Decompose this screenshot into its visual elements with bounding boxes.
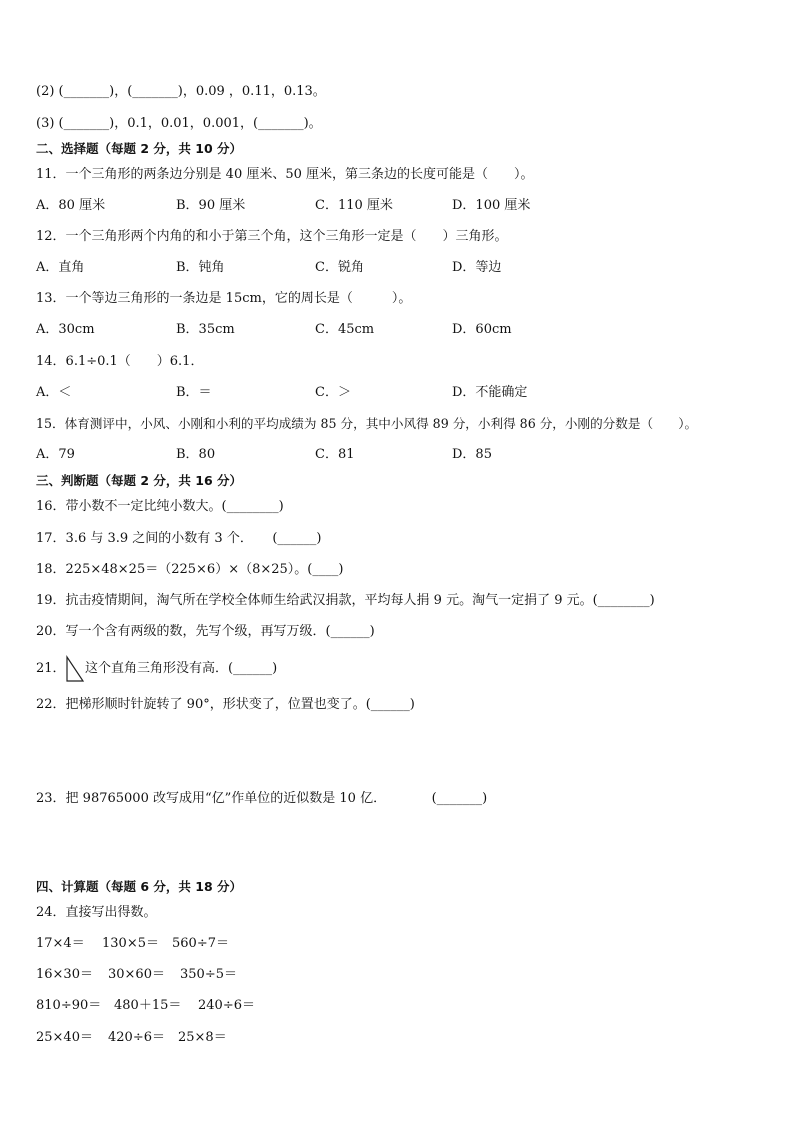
option-a: A．79 — [36, 447, 75, 462]
calc-item: 560÷7＝ — [172, 936, 229, 951]
option-c: C．110 厘米 — [315, 198, 393, 213]
option-b: B．80 — [176, 447, 216, 462]
question-13: 13．一个等边三角形的一条边是 15cm，它的周长是（ ）。 — [36, 291, 412, 306]
question-22: 22．把梯形顺时针旋转了 90°，形状变了，位置也变了。(______) — [36, 697, 415, 712]
option-d: D．85 — [452, 447, 492, 462]
option-c: C．锐角 — [315, 260, 364, 275]
calc-item: 30×60＝ — [108, 967, 165, 982]
calc-item: 25×40＝ — [36, 1030, 93, 1045]
question-21: 21． 这个直角三角形没有高．(______) — [36, 661, 278, 676]
option-c: C．81 — [315, 447, 355, 462]
question-23: 23．把 98765000 改写成用“亿”作单位的近似数是 10 亿． (_______) — [36, 791, 488, 806]
options-15 — [36, 446, 776, 464]
calc-item: 480＋15＝ — [114, 998, 182, 1013]
question-16: 16．带小数不一定比纯小数大。(________) — [36, 499, 284, 514]
option-a: A．80 厘米 — [36, 198, 106, 213]
calc-item: 420÷6＝ — [108, 1030, 165, 1045]
calc-item: 130×5＝ — [102, 936, 159, 951]
question-18: 18．225×48×25＝（225×6）×（8×25）。(____) — [36, 562, 344, 577]
question-17: 17．3.6 与 3.9 之间的小数有 3 个． (______) — [36, 531, 322, 546]
question-24: 24．直接写出得数。 — [36, 905, 157, 920]
calc-item: 17×4＝ — [36, 936, 85, 951]
option-b: B．钝角 — [176, 260, 225, 275]
option-c: C．45cm — [315, 322, 375, 337]
calc-item: 240÷6＝ — [198, 998, 255, 1013]
option-d: D．等边 — [452, 260, 502, 275]
option-c: C．＞ — [315, 385, 351, 400]
question-3-sequence: (3) (_______)，0.1，0.01，0.001，(_______)。 — [36, 116, 322, 131]
options-13 — [36, 321, 776, 339]
option-d: D．60cm — [452, 322, 512, 337]
options-14 — [36, 384, 776, 402]
question-2-sequence: (2) (_______)，(_______)，0.09 ，0.11，0.13。 — [36, 84, 326, 99]
question-14: 14．6.1÷0.1（ ）6.1． — [36, 354, 204, 369]
option-a: A．30cm — [36, 322, 95, 337]
option-d: D．100 厘米 — [452, 198, 531, 213]
section-title-calculation: 四、计算题（每题 6 分，共 18 分） — [36, 879, 243, 894]
question-12: 12．一个三角形两个内角的和小于第三个角，这个三角形一定是（ ）三角形。 — [36, 229, 508, 244]
calc-item: 25×8＝ — [178, 1030, 227, 1045]
calc-item: 810÷90＝ — [36, 998, 102, 1013]
section-title-choice: 二、选择题（每题 2 分，共 10 分） — [36, 141, 243, 156]
options-11 — [36, 197, 776, 215]
options-12 — [36, 259, 776, 277]
calc-item: 350÷5＝ — [180, 967, 237, 982]
question-19: 19．抗击疫情期间，淘气所在学校全体师生给武汉捐款，平均每人捐 9 元。淘气一定捐了 9 元。(________) — [36, 593, 655, 608]
question-20: 20．写一个含有两级的数，先写个级，再写万级．(______) — [36, 624, 375, 639]
option-a: A．＜ — [36, 385, 72, 400]
question-11: 11．一个三角形的两条边分别是 40 厘米、50 厘米，第三条边的长度可能是（ ）。 — [36, 167, 534, 182]
option-b: B．＝ — [176, 385, 212, 400]
section-title-judgment: 三、判断题（每题 2 分，共 16 分） — [36, 473, 243, 488]
option-d: D．不能确定 — [452, 385, 528, 400]
option-b: B．35cm — [176, 322, 235, 337]
question-15: 15．体育测评中，小风、小刚和小利的平均成绩为 85 分，其中小风得 89 分，小利得 86 分，小刚的分数是（ ）。 — [36, 416, 698, 431]
calc-item: 16×30＝ — [36, 967, 93, 982]
option-a: A．直角 — [36, 260, 85, 275]
option-b: B．90 厘米 — [176, 198, 246, 213]
